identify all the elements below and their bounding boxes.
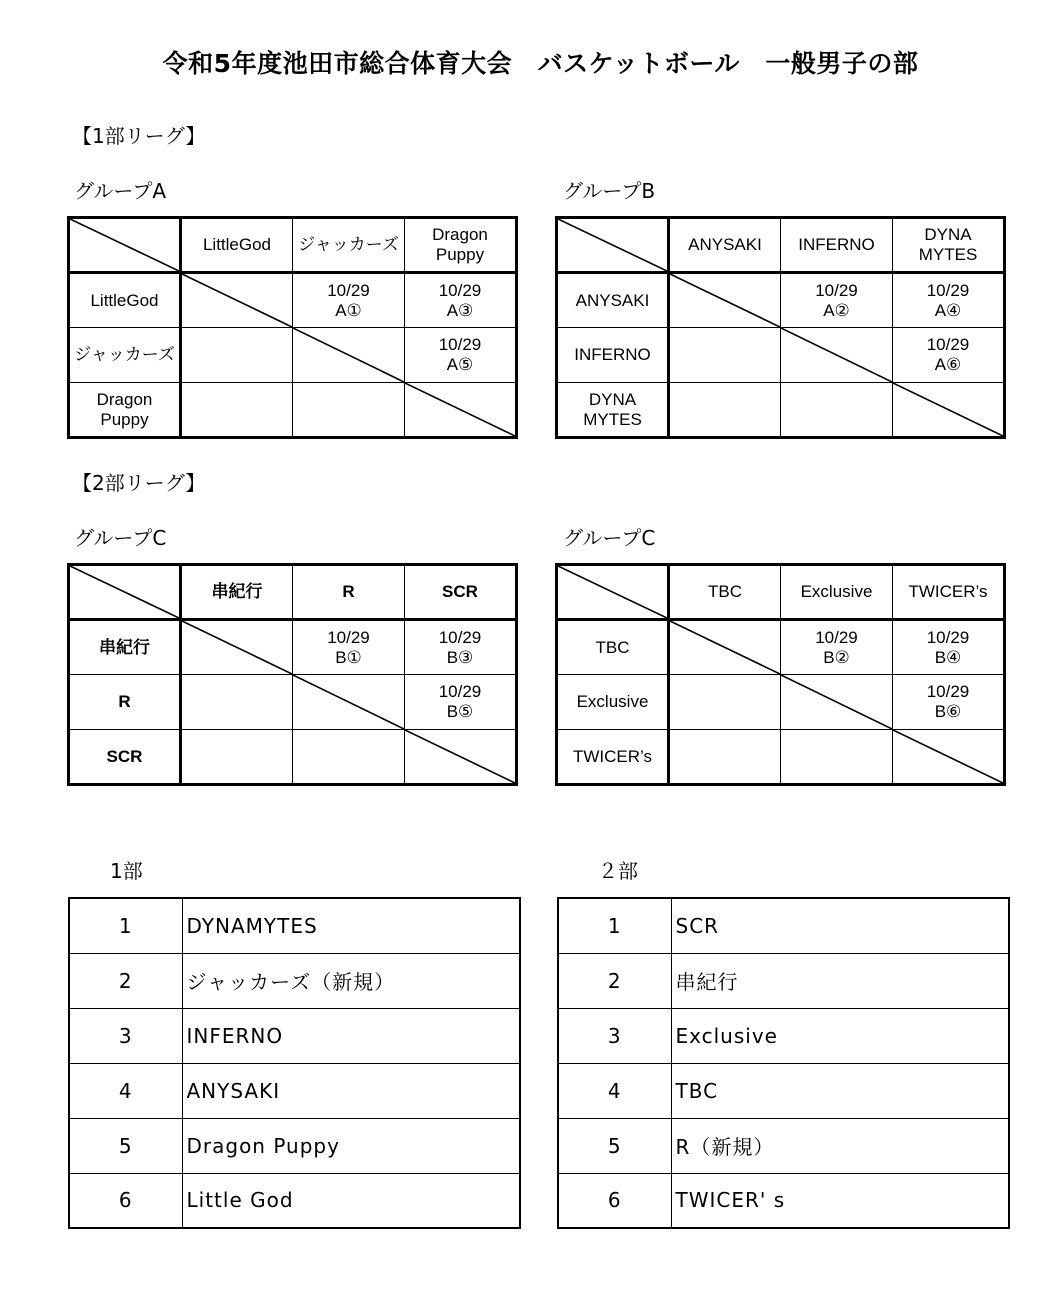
rank-team-name: ジャッカーズ（新規）: [182, 953, 520, 1008]
diagonal-line: [893, 730, 1003, 783]
column-team-header: [181, 565, 293, 620]
self-match-cell: [669, 620, 781, 675]
match-cell: [405, 328, 517, 383]
empty-cell: [781, 383, 893, 438]
diagonal-line: [670, 621, 780, 674]
league-2-label: 【2部リーグ】: [72, 471, 206, 495]
self-match-cell: [405, 383, 517, 438]
row-team-header: [69, 273, 181, 328]
rank-team-name: SCR: [671, 898, 1009, 953]
column-team-header: [181, 218, 293, 273]
rank-number: 1: [558, 898, 671, 953]
rank-number: 4: [69, 1063, 182, 1118]
team-name: TWICER’s: [572, 746, 652, 766]
team-name: Puppy: [100, 409, 149, 429]
diagonal-line: [70, 219, 179, 271]
self-match-cell: [669, 273, 781, 328]
group-label-a: グループA: [74, 179, 167, 203]
ranking-row: [558, 1173, 1009, 1228]
self-match-cell: [181, 273, 293, 328]
empty-cell: [669, 675, 781, 730]
self-match-cell: [181, 620, 293, 675]
team-name: MYTES: [918, 245, 978, 264]
self-match-cell: [893, 383, 1005, 438]
corner-cell: [557, 565, 669, 620]
team-name: SCR: [106, 746, 143, 766]
rank-team-name: Little God: [182, 1173, 520, 1228]
column-team-header: [405, 565, 517, 620]
row-team-header: [69, 675, 181, 730]
self-match-cell: [405, 730, 517, 785]
header-row: [69, 218, 517, 273]
self-match-cell: [781, 675, 893, 730]
team-name: LittleGod: [90, 290, 159, 310]
diagonal-line: [893, 383, 1003, 436]
team-row: [69, 675, 517, 730]
ranking-table-2: [557, 897, 1010, 1229]
rank-number: 2: [558, 953, 671, 1008]
ranking-row: [69, 1118, 520, 1173]
team-name: Puppy: [435, 245, 485, 264]
ranking-table-1: [68, 897, 521, 1229]
rank-team-name: DYNAMYTES: [182, 898, 520, 953]
ranking-row: [69, 953, 520, 1008]
match-info: 10/29: [926, 280, 970, 300]
league-1-label: 【1部リーグ】: [72, 124, 206, 148]
team-row: [557, 730, 1005, 785]
match-info: A④: [934, 300, 962, 320]
team-name: ANYSAKI: [688, 235, 762, 254]
empty-cell: [181, 675, 293, 730]
diagonal-line: [293, 328, 404, 382]
team-name: INFERNO: [798, 235, 875, 254]
empty-cell: [181, 328, 293, 383]
match-info: A①: [335, 300, 362, 320]
match-info: A⑤: [446, 355, 474, 374]
match-info: 10/29: [438, 335, 482, 354]
rank-team-name: INFERNO: [182, 1008, 520, 1063]
corner-cell: [69, 565, 181, 620]
rank-number: 6: [558, 1173, 671, 1228]
match-info: A②: [823, 300, 850, 320]
team-name: TWICER’s: [908, 582, 988, 601]
match-cell: [781, 273, 893, 328]
match-info: B①: [335, 647, 362, 667]
group-label-b: グループB: [563, 179, 656, 203]
row-team-header: [557, 273, 669, 328]
row-team-header: [69, 328, 181, 383]
empty-cell: [669, 730, 781, 785]
empty-cell: [781, 730, 893, 785]
match-cell: [293, 620, 405, 675]
diagonal-line: [405, 730, 515, 783]
column-team-header: [893, 565, 1005, 620]
team-name: INFERNO: [574, 345, 651, 364]
team-name: Exclusive: [800, 582, 873, 601]
diagonal-line: [293, 675, 404, 729]
match-info: 10/29: [438, 627, 482, 647]
rank-number: 3: [558, 1008, 671, 1063]
match-cell: [893, 328, 1005, 383]
team-row: [557, 383, 1005, 438]
rank-team-name: TWICER' s: [671, 1173, 1009, 1228]
team-name: R: [118, 692, 131, 711]
self-match-cell: [293, 675, 405, 730]
rank-team-name: R（新規）: [671, 1118, 1009, 1173]
ranking-label-2: ２部: [598, 859, 638, 883]
team-name: ジャッカーズ: [74, 345, 175, 364]
column-team-header: [293, 565, 405, 620]
header-row: [69, 565, 517, 620]
match-info: B⑤: [446, 702, 474, 721]
diagonal-line: [670, 274, 780, 327]
ranking-label-1: 1部: [110, 859, 143, 883]
match-cell: [405, 675, 517, 730]
column-team-header: [781, 218, 893, 273]
match-cell: [405, 620, 517, 675]
rank-number: 1: [69, 898, 182, 953]
team-name: ANYSAKI: [575, 290, 650, 310]
team-name: TBC: [595, 637, 630, 657]
empty-cell: [669, 328, 781, 383]
rank-team-name: Exclusive: [671, 1008, 1009, 1063]
corner-cell: [557, 218, 669, 273]
rank-number: 3: [69, 1008, 182, 1063]
empty-cell: [669, 383, 781, 438]
corner-cell: [69, 218, 181, 273]
diagonal-line: [781, 675, 892, 729]
match-info: 10/29: [438, 682, 482, 701]
page-title: 令和5年度池田市総合体育大会 バスケットボール 一般男子の部: [162, 49, 919, 78]
team-row: [69, 383, 517, 438]
team-name: DYNA: [588, 389, 637, 409]
team-name: Dragon: [96, 389, 153, 409]
match-info: B④: [934, 647, 962, 667]
rank-number: 5: [69, 1118, 182, 1173]
column-team-header: [405, 218, 517, 273]
self-match-cell: [893, 730, 1005, 785]
row-team-header: [69, 620, 181, 675]
diagonal-line: [182, 621, 292, 674]
rank-team-name: ANYSAKI: [182, 1063, 520, 1118]
ranking-row: [558, 1063, 1009, 1118]
rank-number: 6: [69, 1173, 182, 1228]
match-cell: [893, 620, 1005, 675]
team-name: MYTES: [583, 409, 642, 429]
diagonal-line: [70, 566, 179, 618]
rank-team-name: 串紀行: [671, 953, 1009, 1008]
match-cell: [781, 620, 893, 675]
row-team-header: [557, 328, 669, 383]
ranking-row: [69, 898, 520, 953]
column-team-header: [669, 218, 781, 273]
row-team-header: [557, 730, 669, 785]
match-info: 10/29: [327, 627, 370, 647]
match-cell: [893, 273, 1005, 328]
match-info: 10/29: [926, 335, 970, 354]
round-robin-table-c1: [67, 563, 518, 786]
empty-cell: [293, 730, 405, 785]
diagonal-line: [182, 274, 292, 327]
diagonal-line: [781, 328, 892, 382]
round-robin-table-a: [67, 216, 518, 439]
match-info: A⑥: [934, 355, 962, 374]
empty-cell: [293, 383, 405, 438]
column-team-header: [893, 218, 1005, 273]
team-name: 串紀行: [211, 582, 263, 601]
column-team-header: [293, 218, 405, 273]
team-name: SCR: [442, 582, 478, 601]
header-row: [557, 565, 1005, 620]
self-match-cell: [293, 328, 405, 383]
group-label-c1: グループC: [74, 526, 167, 550]
match-info: 10/29: [926, 682, 970, 701]
self-match-cell: [781, 328, 893, 383]
column-team-header: [781, 565, 893, 620]
rank-team-name: TBC: [671, 1063, 1009, 1118]
empty-cell: [181, 383, 293, 438]
row-team-header: [557, 620, 669, 675]
ranking-row: [558, 1118, 1009, 1173]
team-row: [557, 620, 1005, 675]
team-name: TBC: [708, 582, 742, 601]
ranking-row: [558, 953, 1009, 1008]
team-row: [557, 675, 1005, 730]
header-row: [557, 218, 1005, 273]
rank-team-name: Dragon Puppy: [182, 1118, 520, 1173]
match-info: 10/29: [926, 627, 970, 647]
team-row: [69, 328, 517, 383]
match-cell: [293, 273, 405, 328]
rank-number: 4: [558, 1063, 671, 1118]
match-info: B③: [446, 647, 474, 667]
team-row: [557, 273, 1005, 328]
team-row: [69, 730, 517, 785]
diagonal-line: [558, 219, 667, 271]
match-info: 10/29: [815, 627, 858, 647]
ranking-row: [558, 1008, 1009, 1063]
round-robin-table-b: [555, 216, 1006, 439]
match-info: B②: [823, 647, 850, 667]
diagonal-line: [558, 566, 667, 618]
row-team-header: [557, 675, 669, 730]
team-name: Dragon: [432, 225, 488, 244]
rank-number: 5: [558, 1118, 671, 1173]
match-info: A③: [446, 300, 474, 320]
round-robin-table-c2: [555, 563, 1006, 786]
team-name: DYNA: [924, 225, 972, 244]
ranking-row: [69, 1063, 520, 1118]
match-info: 10/29: [327, 280, 370, 300]
match-info: 10/29: [815, 280, 858, 300]
match-info: 10/29: [438, 280, 482, 300]
match-cell: [405, 273, 517, 328]
team-name: ジャッカーズ: [298, 235, 399, 254]
team-name: R: [342, 582, 355, 601]
ranking-row: [69, 1173, 520, 1228]
rank-number: 2: [69, 953, 182, 1008]
empty-cell: [181, 730, 293, 785]
row-team-header: [69, 730, 181, 785]
team-row: [69, 273, 517, 328]
row-team-header: [557, 383, 669, 438]
ranking-row: [69, 1008, 520, 1063]
group-label-c2: グループC: [563, 526, 656, 550]
match-cell: [893, 675, 1005, 730]
row-team-header: [69, 383, 181, 438]
column-team-header: [669, 565, 781, 620]
match-info: B⑥: [934, 702, 962, 721]
team-name: Exclusive: [576, 692, 649, 711]
team-name: 串紀行: [99, 637, 150, 657]
team-name: LittleGod: [202, 235, 272, 254]
team-row: [557, 328, 1005, 383]
team-row: [69, 620, 517, 675]
diagonal-line: [405, 383, 515, 436]
ranking-row: [558, 898, 1009, 953]
